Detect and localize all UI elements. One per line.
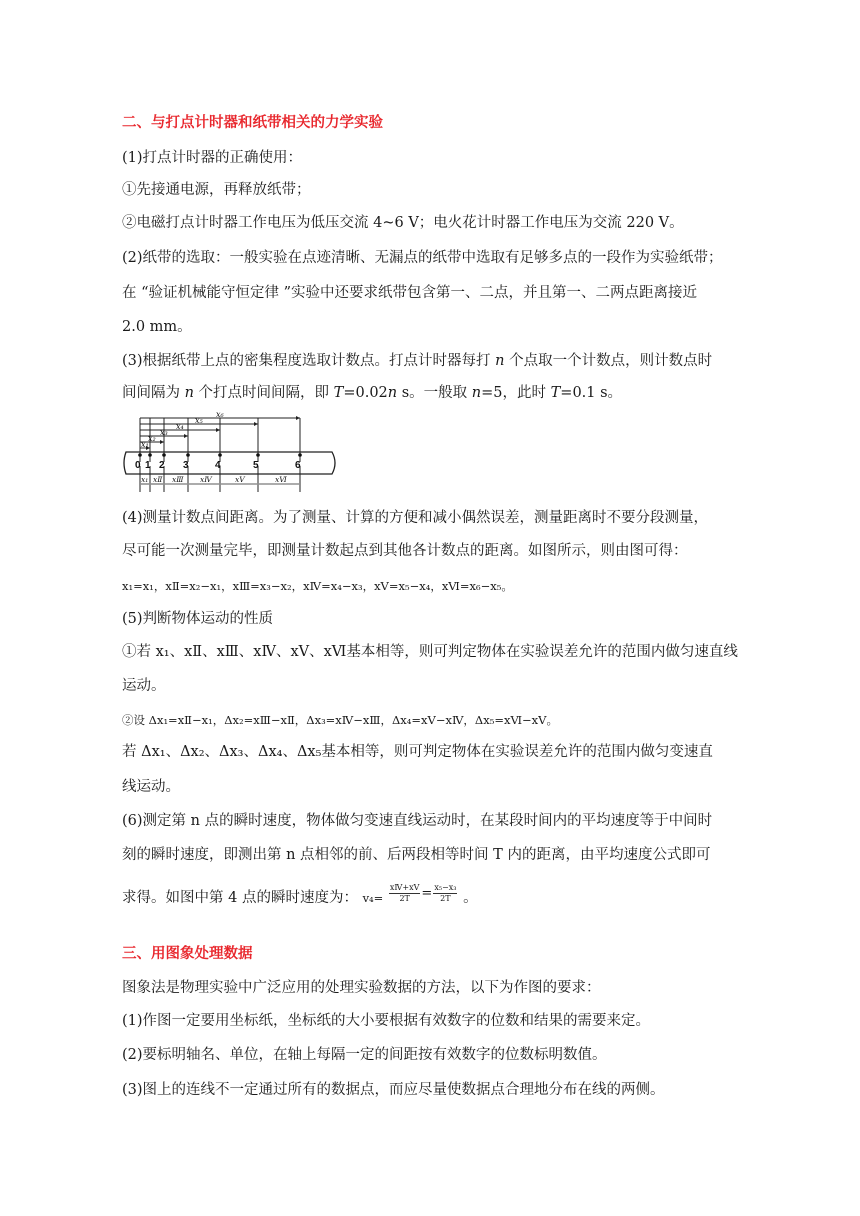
distance-label: x₆	[216, 410, 224, 419]
point-label: 1	[145, 460, 151, 471]
tape-dot	[298, 453, 302, 457]
section3-item-1: (1)作图一定要用坐标纸，坐标纸的大小要根据有效数字的位数和结果的需要来定。	[122, 1013, 651, 1029]
tape-dot	[218, 453, 222, 457]
section3-intro: 图象法是物理实验中广泛应用的处理实验数据的方法，以下为作图的要求：	[122, 980, 601, 996]
segment-label: xⅡ	[153, 475, 163, 484]
fraction-2	[433, 883, 457, 904]
p3-2j: T	[550, 385, 561, 401]
arrow-head	[216, 428, 220, 432]
point-label: 2	[159, 460, 165, 471]
section3-item-2: (2)要标明轴名、单位，在轴上每隔一定的间距按有效数字的位数标明数值。	[122, 1047, 607, 1063]
velocity-formula	[388, 883, 459, 904]
section3-heading: 三、用图象处理数据	[122, 946, 253, 962]
point-label: 6	[295, 460, 301, 471]
paragraph-1a: ①先接通电源，再释放纸带；	[122, 182, 311, 198]
paragraph-6-line3	[122, 883, 478, 916]
p3-2a: 间间隔为	[122, 385, 185, 401]
segment-label: x₁	[141, 475, 149, 484]
paragraph-3-line2	[122, 383, 622, 403]
arrow-head	[254, 422, 258, 426]
v4-label: v₄=	[362, 891, 384, 905]
p6-text: 求得。如图中第 4 点的瞬时速度为：	[122, 890, 358, 906]
paragraph-4-formula: x₁=x₁，xⅡ=x₂−x₁，xⅢ=x₃−x₂，xⅣ=x₄−x₃，xⅤ=x₅−x₄，xⅥ=x₆−x₅。	[122, 579, 513, 593]
arrow-head	[184, 434, 188, 438]
equals-sign: =	[421, 885, 433, 901]
p3-2c: 个打点时间间隔，即	[193, 385, 334, 401]
distance-label: x₂	[148, 434, 156, 443]
tape-dot	[162, 453, 166, 457]
fraction-1	[389, 883, 421, 904]
paragraph-1b: ②电磁打点计时器工作电压为低压交流 4~6 V；电火花计时器工作电压为交流 220 V。	[122, 215, 684, 231]
paragraph-1: (1)打点计时器的正确使用：	[122, 150, 303, 166]
p3-2f: n	[387, 385, 398, 401]
paragraph-4-line1: (4)测量计数点间距离。为了测量、计算的方便和减小偶然误差，测量距离时不要分段测量，	[122, 510, 709, 526]
paragraph-5a-line1: ①若 x₁、xⅡ、xⅢ、xⅣ、xⅤ、xⅥ基本相等，则可判定物体在实验误差允许的范围内做匀速直线	[122, 644, 738, 660]
paragraph-5: (5)判断物体运动的性质	[122, 611, 274, 627]
p3-text-c: 个点取一个计数点，则计数点时	[504, 353, 713, 369]
tape-dot	[148, 453, 152, 457]
paragraph-6-line1: (6)测定第 n 点的瞬时速度，物体做匀变速直线运动时，在某段时间内的平均速度等于中间时	[122, 813, 713, 829]
paragraph-5a-line2: 运动。	[122, 678, 166, 694]
point-label: 0	[135, 460, 141, 471]
paragraph-5c-line2: 线运动。	[122, 779, 180, 795]
p3-2i: =5，此时	[481, 385, 551, 401]
arrow-head	[296, 416, 300, 420]
segment-label: xⅢ	[172, 475, 184, 484]
segment-label: xⅣ	[200, 475, 212, 484]
period: 。	[463, 890, 478, 906]
fraction-1-denominator: 2T	[399, 894, 410, 903]
distance-label: x₄	[176, 422, 184, 431]
segment-label: xⅤ	[235, 475, 245, 484]
fraction-2-numerator: x₅−x₃	[434, 883, 457, 892]
tape-dot	[256, 453, 260, 457]
p3-2k: =0.1 s。	[560, 385, 623, 401]
paragraph-3-line1	[122, 351, 712, 371]
distance-label: x₁	[141, 440, 149, 449]
p3-text-a: (3)根据纸带上点的密集程度选取计数点。打点计时器每打	[122, 353, 496, 369]
tape-dot	[138, 453, 142, 457]
fraction-1-numerator: xⅣ+xⅤ	[389, 883, 420, 892]
distance-label: x₃	[160, 428, 168, 437]
paragraph-2-line2: 在 “验证机械能守恒定律 ”实验中还要求纸带包含第一、二点，并且第一、二两点距离接近	[122, 285, 698, 301]
fraction-2-denominator: 2T	[440, 894, 451, 903]
section3-item-3: (3)图上的连线不一定通过所有的数据点，而应尽量使数据点合理地分布在线的两侧。	[122, 1082, 665, 1098]
p3-2g: s。一般取	[397, 385, 472, 401]
paragraph-6-line2: 刻的瞬时速度，即测出第 n 点相邻的前、后两段相等时间 T 内的距离，由平均速度公式即可	[122, 847, 711, 863]
paragraph-2-line1: (2)纸带的选取：一般实验在点迹清晰、无漏点的纸带中选取有足够多点的一段作为实验纸带；	[122, 250, 723, 266]
point-label: 3	[183, 460, 189, 471]
p3-2b: n	[184, 385, 194, 401]
paper-tape-figure	[120, 410, 340, 500]
paragraph-2-line3: 2.0 mm。	[122, 319, 192, 335]
distance-label: x₅	[195, 416, 203, 425]
point-label: 5	[253, 460, 259, 471]
p3-2e: =0.02	[343, 385, 388, 401]
p3-2h: n	[471, 385, 482, 401]
paragraph-4-line2: 尽可能一次测量完毕，即测量计数起点到其他各计数点的距离。如图所示，则由图可得：	[122, 543, 688, 559]
segment-label: xⅥ	[275, 475, 287, 484]
paragraph-5b-formula: ②设 Δx₁=xⅡ−x₁，Δx₂=xⅢ−xⅡ，Δx₃=xⅣ−xⅢ，Δx₄=xⅤ−xⅣ，Δx₅=xⅥ−xⅤ。	[122, 713, 558, 727]
section2-heading: 二、与打点计时器和纸带相关的力学实验	[122, 115, 383, 131]
p3-var-n: n	[495, 353, 505, 369]
tape-dot	[186, 453, 190, 457]
arrow-head	[160, 440, 164, 444]
point-label: 4	[215, 460, 221, 471]
p3-2d: T	[333, 385, 344, 401]
paragraph-5c-line1: 若 Δx₁、Δx₂、Δx₃、Δx₄、Δx₅基本相等，则可判定物体在实验误差允许的范围内做匀变速直	[122, 744, 713, 760]
